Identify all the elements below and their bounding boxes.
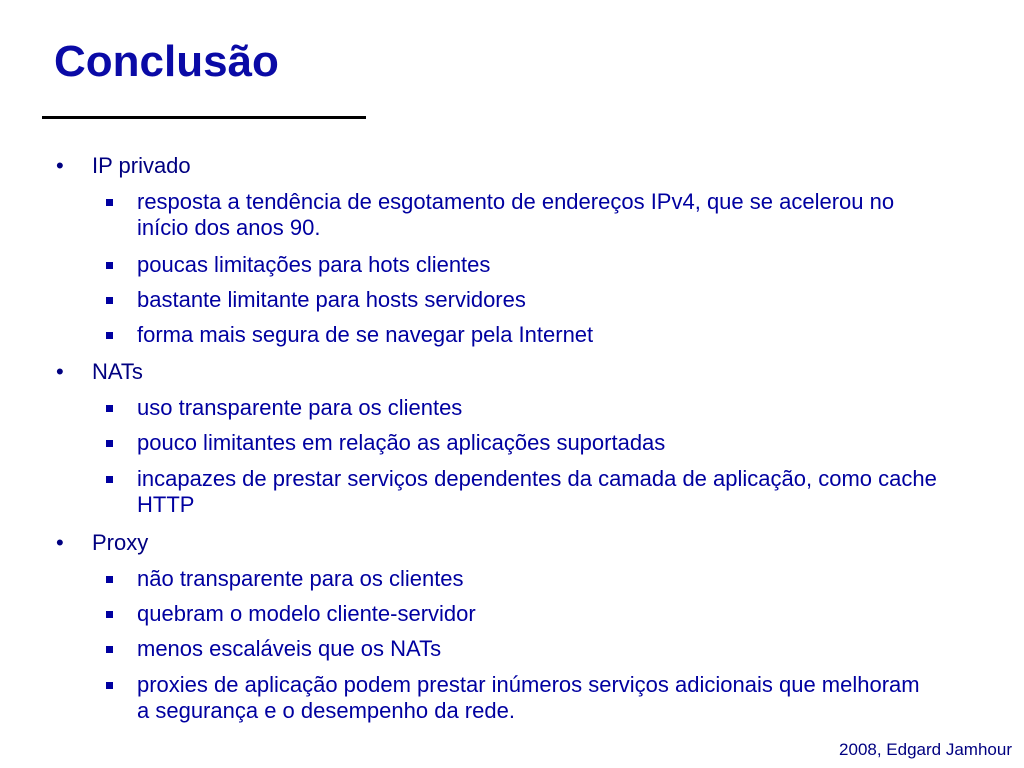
list-item-text: não transparente para os clientes (137, 566, 464, 591)
bullet-square-icon (106, 611, 113, 618)
list-item (137, 430, 947, 456)
list-item (137, 672, 937, 724)
list-item (137, 601, 947, 627)
list-item (137, 189, 897, 241)
title-underline (42, 116, 366, 119)
list-item-text: pouco limitantes em relação as aplicações suportadas (137, 430, 666, 455)
section-heading (56, 359, 143, 385)
list-item (137, 636, 947, 662)
list-item (137, 252, 947, 278)
list-item (137, 322, 947, 348)
slide-footer: 2008, Edgard Jamhour (839, 740, 1012, 759)
list-item (137, 566, 947, 592)
slide-title: Conclusão (54, 37, 279, 86)
section-heading-text: IP privado (92, 153, 191, 178)
section-heading (56, 153, 191, 179)
section-heading-text: NATs (92, 359, 143, 384)
list-item-text: quebram o modelo cliente-servidor (137, 601, 476, 626)
bullet-square-icon (106, 262, 113, 269)
list-item-text: incapazes de prestar serviços dependentes da camada de aplicação, como cache HTTP (137, 466, 937, 517)
bullet-square-icon (106, 440, 113, 447)
bullet-square-icon (106, 682, 113, 689)
bullet-square-icon (106, 476, 113, 483)
list-item-text: bastante limitante para hosts servidores (137, 287, 526, 312)
bullet-square-icon (106, 297, 113, 304)
section-heading (56, 530, 149, 556)
list-item-text: poucas limitações para hots clientes (137, 252, 491, 277)
bullet-square-icon (106, 332, 113, 339)
bullet-square-icon (106, 405, 113, 412)
bullet-square-icon (106, 576, 113, 583)
list-item (137, 466, 937, 518)
bullet-dot-icon: • (56, 153, 64, 178)
bullet-dot-icon: • (56, 359, 64, 384)
list-item-text: proxies de aplicação podem prestar inúmeros serviços adicionais que melhoram a segurança e o desempenho da rede. (137, 672, 920, 723)
list-item-text: menos escaláveis que os NATs (137, 636, 442, 661)
list-item-text: forma mais segura de se navegar pela Internet (137, 322, 594, 347)
list-item-text: resposta a tendência de esgotamento de endereços IPv4, que se acelerou no início dos anos 90. (137, 189, 895, 240)
bullet-square-icon (106, 199, 113, 206)
bullet-square-icon (106, 646, 113, 653)
list-item (137, 395, 947, 421)
bullet-dot-icon: • (56, 530, 64, 555)
list-item (137, 287, 947, 313)
section-heading-text: Proxy (92, 530, 149, 555)
list-item-text: uso transparente para os clientes (137, 395, 463, 420)
